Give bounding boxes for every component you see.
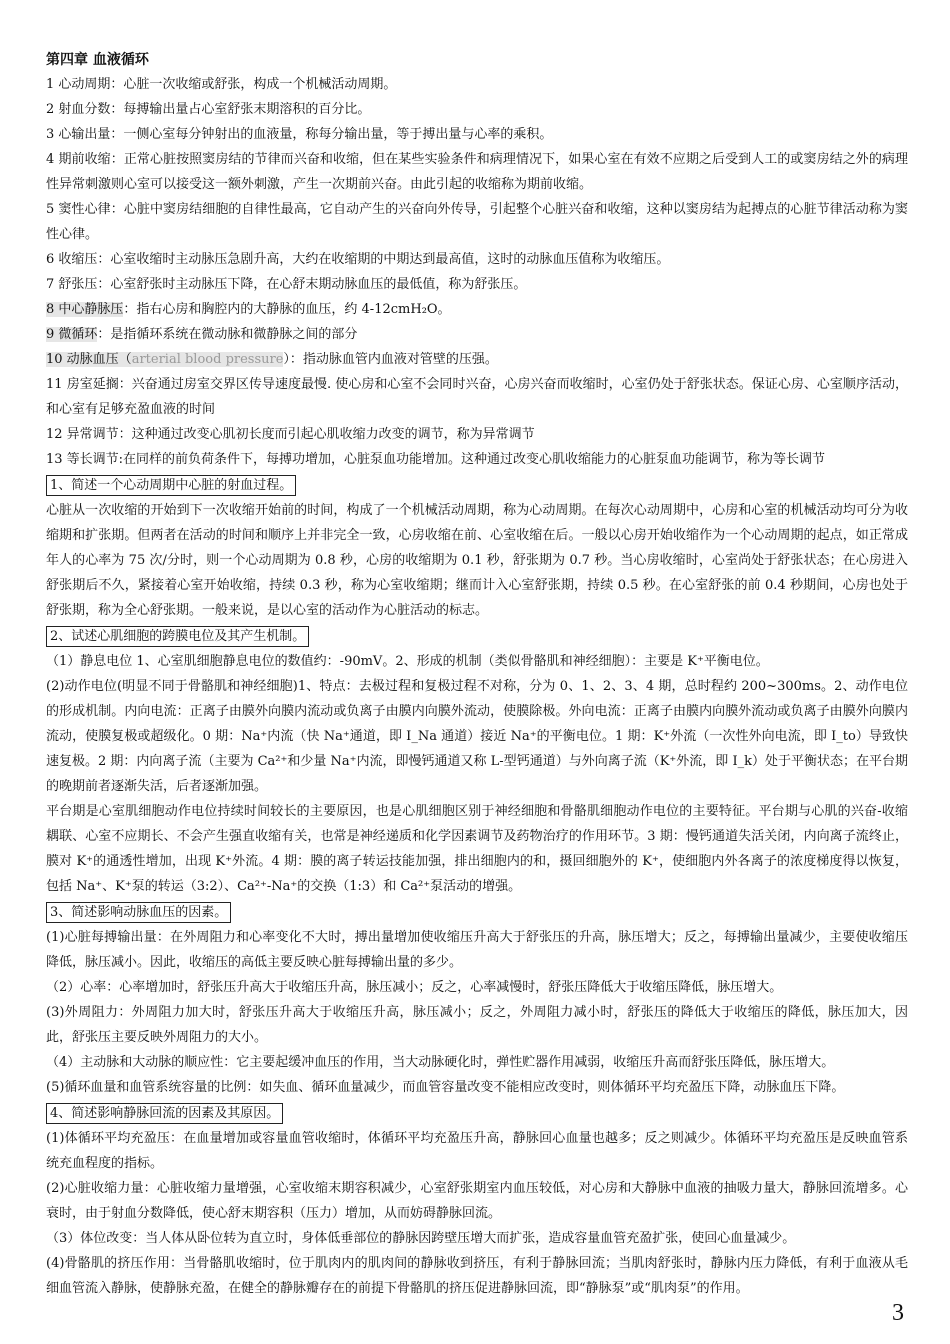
question-heading-box: 4、简述影响静脉回流的因素及其原因。 [46,1103,283,1124]
term-central-venous-pressure [46,297,908,322]
question-4-muscle-pump: (4)骨骼肌的挤压作用：当骨骼肌收缩时，位于肌肉内的肌肉间的静脉收到挤压，有利于静脉回流；当肌肉舒张时，静脉内压力降低，有利于血液从毛细血管流入静脉，使静脉充盈，在健全的静脉瓣存在的前提下骨骼肌的挤压促进静脉回流，即“静脉泵”或“肌肉泵”的作用。 [46,1256,908,1296]
term-label-highlight: 9 微循环 [46,327,98,342]
question-4-contractility: (2)心脏收缩力量：心脏收缩力量增强，心室收缩末期容积减少，心室舒张期室内血压较低，对心房和大静脉中血液的抽吸力量大，静脉回流增多。心衰时，由于射血分数降低，使心舒末期容积（压力）增加，从而妨碍静脉回流。 [46,1181,908,1221]
term-diastolic-pressure: 7 舒张压：心室舒张时主动脉压下降，在心舒末期动脉血压的最低值，称为舒张压。 [46,277,527,292]
question-2-action-potential: (2)动作电位(明显不同于骨骼肌和神经细胞)1、特点：去极过程和复极过程不对称，分为 0、1、2、3、4 期，总时程约 200~300ms。2、动作电位的形成机制。内向电流：正离子由膜外向膜内流动或负离子由膜内向膜外流动，使膜除极。外向电流：正离子由膜内向膜外流动或负离子由膜外向膜内流动，使膜复极或超级化。0 期：Na⁺内流（快 Na⁺通道，即 I_Na 通道）接近 Na⁺的平衡电位。1 期：K⁺外流（一次性外向电流，即 I_to）导致快速复极。2 期：内向离子流（主要为 Ca²⁺和少量 Na⁺内流，即慢钙通道又称 L-型钙通道）与外向离子流（K⁺外流，即 I_k）处于平衡状态；在平台期的晚期前者逐渐失活，后者逐渐加强。 [46,679,908,794]
question-2-heading [46,623,908,649]
term-arterial-blood-pressure [46,347,908,372]
question-heading-box: 1、简述一个心动周期中心脏的射血过程。 [46,475,296,496]
chapter-title: 第四章 血液循环 [46,52,149,68]
question-4-heading [46,1100,908,1126]
question-heading-box: 3、简述影响动脉血压的因素。 [46,902,231,923]
question-4-filling-pressure: (1)体循环平均充盈压：在血量增加或容量血管收缩时，体循环平均充盈压升高，静脉回心血量也越多；反之则减少。体循环平均充盈压是反映血管系统充血程度的指标。 [46,1131,908,1171]
question-1-answer: 心脏从一次收缩的开始到下一次收缩开始前的时间，构成了一个机械活动周期，称为心动周期。在每次心动周期中，心房和心室的机械活动均可分为收缩期和扩张期。但两者在活动的时间和顺序上并非完全一致，心房收缩在前、心室收缩在后。一般以心房开始收缩作为一个心动周期的起点，如正常成年人的心率为 75 次/分时，则一个心动周期为 0.8 秒，心房的收缩期为 0.1 秒，舒张期为 0.7 秒。当心房收缩时，心室尚处于舒张状态；在心房进入舒张期后不久，紧接着心室开始收缩，持续 0.3 秒，称为心室收缩期；继而计入心室舒张期，持续 0.5 秒。在心室舒张的前 0.4 秒期间，心房也处于舒张期，称为全心舒张期。一般来说，是以心室的活动作为心脏活动的标志。 [46,503,908,618]
question-3-heading [46,899,908,925]
term-definition: ）：指动脉血管内血液对管壁的压强。 [283,352,498,367]
term-microcirculation [46,322,908,347]
question-1-heading [46,472,908,498]
term-cardiac-output: 3 心输出量：一侧心室每分钟射出的血液量，称每分输出量，等于搏出量与心率的乘积。 [46,127,553,142]
question-3-blood-volume: (5)循环血量和血管系统容量的比例：如失血、循环血量减少，而血管容量改变不能相应改变时，则体循环平均充盈压下降，动脉血压下降。 [46,1080,845,1095]
term-av-delay: 11 房室延搁：兴奋通过房室交界区传导速度最慢. 使心房和心室不会同时兴奋，心房兴奋而收缩时，心室仍处于舒张状态。保证心房、心室顺序活动，和心室有足够充盈血液的时间 [46,377,908,417]
term-english: arterial blood pressure [131,352,284,367]
term-sinus-rhythm: 5 窦性心律：心脏中窦房结细胞的自律性最高，它自动产生的兴奋向外传导，引起整个心脏兴奋和收缩，这种以窦房结为起搏点的心脏节律活动称为窦性心律。 [46,202,908,242]
term-ejection-fraction: 2 射血分数：每搏输出量占心室舒张末期溶积的百分比。 [46,102,371,117]
term-label-highlight [46,352,283,367]
question-3-heart-rate: （2）心率：心率增加时，舒张压升高大于收缩压升高，脉压减小；反之，心率减慢时，舒张压降低大于收缩压降低，脉压增大。 [46,980,783,995]
term-homometric-regulation: 13 等长调节:在同样的前负荷条件下，每搏功增加，心脏泵血功能增加。这种通过改变心肌收缩能力的心脏泵血功能调节，称为等长调节 [46,452,826,467]
term-label: 10 动脉血压（ [46,352,132,367]
page-number: 3 [892,1300,904,1326]
question-2-resting-potential: （1）静息电位 1、心室肌细胞静息电位的数值约：-90mV。2、形成的机制（类似骨骼肌和神经细胞）：主要是 K⁺平衡电位。 [46,654,769,669]
term-label-highlight: 8 中心静脉压 [46,302,124,317]
term-cardiac-cycle: 1 心动周期：心脏一次收缩或舒张，构成一个机械活动周期。 [46,77,397,92]
term-heterometric-regulation: 12 异常调节：这种通过改变心肌初长度而引起心肌收缩力改变的调节，称为异常调节 [46,427,535,442]
document-page [46,48,908,1301]
term-definition: ：是指循环系统在微动脉和微静脉之间的部分 [97,327,358,342]
term-premature-contraction: 4 期前收缩：正常心脏按照窦房结的节律而兴奋和收缩，但在某些实验条件和病理情况下，如果心室在有效不应期之后受到人工的或窦房结之外的病理性异常刺激则心室可以接受这一额外刺激，产生一次期前兴奋。由此引起的收缩称为期前收缩。 [46,152,908,192]
question-3-compliance: （4）主动脉和大动脉的顺应性：它主要起缓冲血压的作用，当大动脉硬化时，弹性贮器作用减弱，收缩压升高而舒张压降低，脉压增大。 [46,1055,835,1070]
question-4-posture: （3）体位改变：当人体从卧位转为直立时，身体低垂部位的静脉因跨壁压增大而扩张，造成容量血管充盈扩张，使回心血量减少。 [46,1231,796,1246]
question-heading-box: 2、试述心肌细胞的跨膜电位及其产生机制。 [46,626,309,647]
term-systolic-pressure: 6 收缩压：心室收缩时主动脉压急剧升高，大约在收缩期的中期达到最高值，这时的动脉血压值称为收缩压。 [46,252,670,267]
question-3-stroke-volume: (1)心脏每搏输出量：在外周阻力和心率变化不大时，搏出量增加使收缩压升高大于舒张压的升高，脉压增大；反之，每搏输出量减少，主要使收缩压降低，脉压减小。因此，收缩压的高低主要反映心脏每搏输出量的多少。 [46,930,908,970]
question-2-plateau-phase: 平台期是心室肌细胞动作电位持续时间较长的主要原因，也是心肌细胞区别于神经细胞和骨骼肌细胞动作电位的主要特征。平台期与心肌的兴奋-收缩耦联、心室不应期长、不会产生强直收缩有关，也常是神经递质和化学因素调节及药物治疗的作用环节。3 期：慢钙通道失活关闭，内向离子流终止，膜对 K⁺的通透性增加，出现 K⁺外流。4 期：膜的离子转运技能加强，排出细胞内的和，摄回细胞外的 K⁺，使细胞内外各离子的浓度梯度得以恢复，包括 Na⁺、K⁺泵的转运（3:2）、Ca²⁺-Na⁺的交换（1:3）和 Ca²⁺泵活动的增强。 [46,804,908,894]
question-3-peripheral-resistance: (3)外周阻力：外周阻力加大时，舒张压升高大于收缩压升高，脉压减小；反之，外周阻力减小时，舒张压的降低大于收缩压的降低，脉压加大，因此，舒张压主要反映外周阻力的大小。 [46,1005,908,1045]
term-definition: ：指右心房和胸腔内的大静脉的血压，约 4-12cmH₂O。 [123,302,451,317]
